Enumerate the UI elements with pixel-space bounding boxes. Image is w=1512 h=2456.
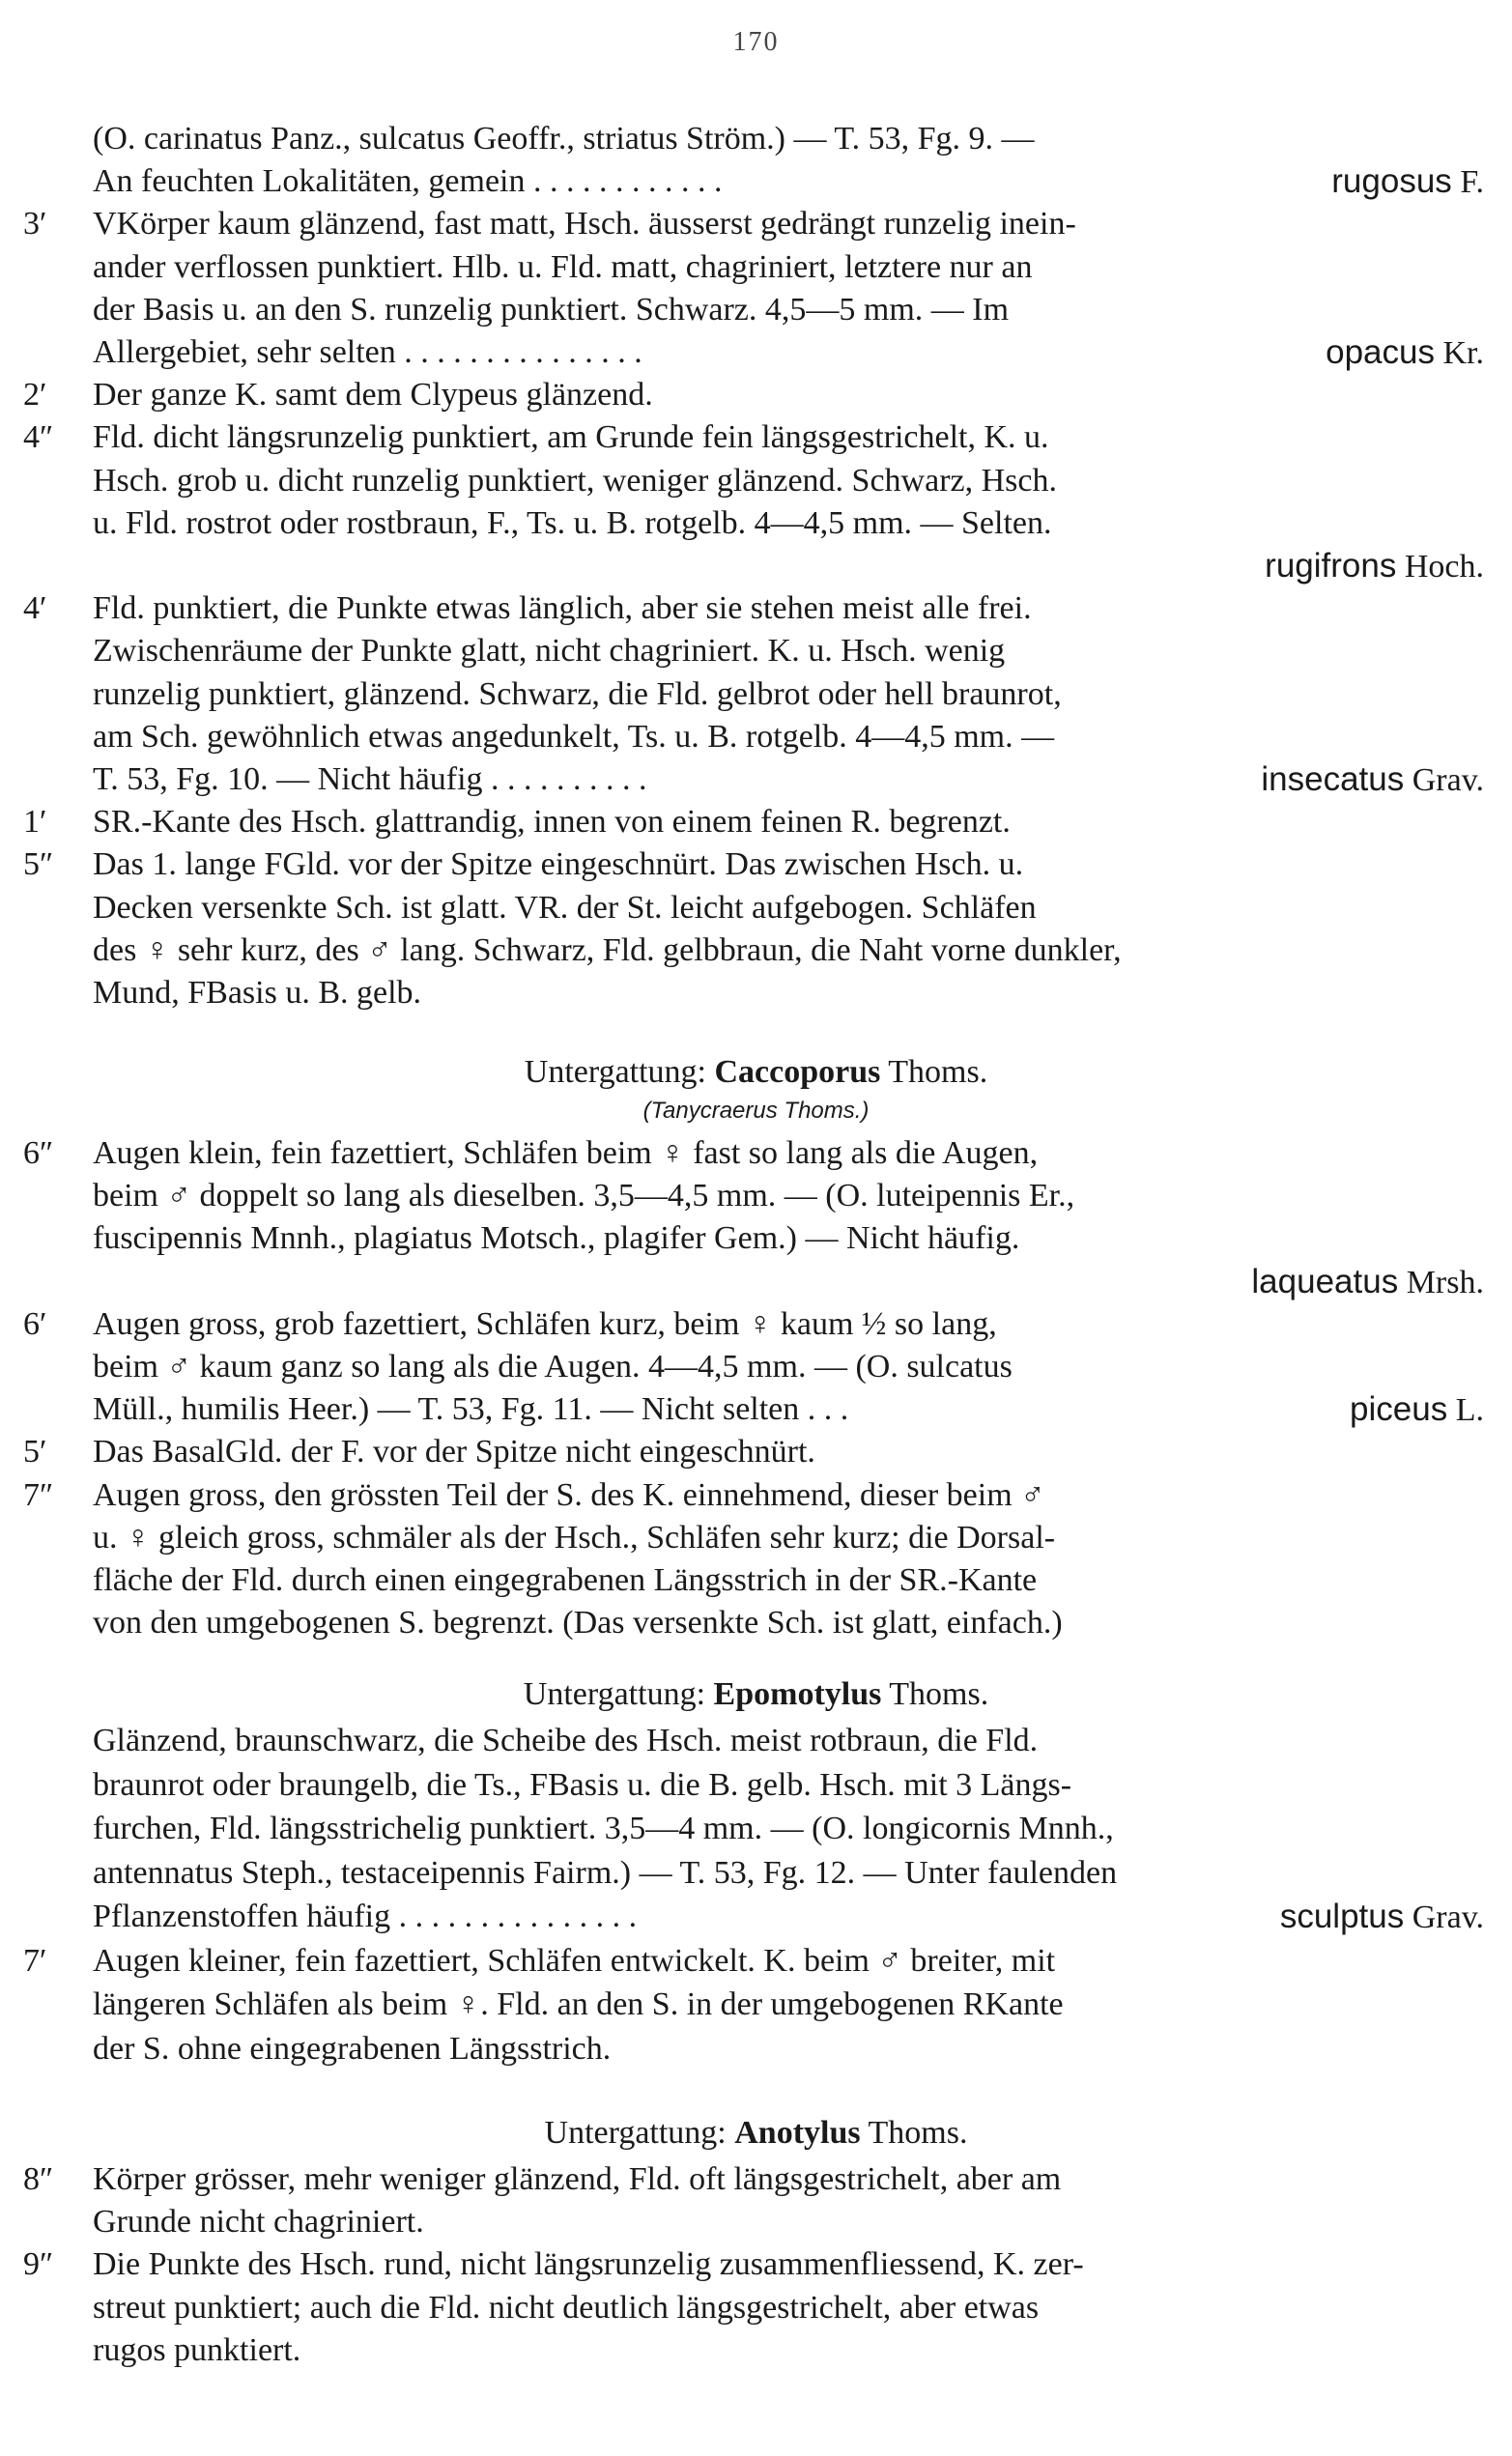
line-text: rugos punktiert. <box>93 2331 301 2368</box>
line-text: beim ♂ kaum ganz so lang als die Augen. 4—4,5 mm. — (O. sulcatus <box>93 1349 1013 1385</box>
species-name: rugifrons <box>1265 547 1397 585</box>
text-line <box>93 1984 1484 2026</box>
text-line <box>93 929 1484 972</box>
line-text: am Sch. gewöhnlich etwas angedunkelt, Ts. u. B. rotgelb. 4—4,5 mm. — <box>93 718 1055 755</box>
text-line <box>93 587 1484 630</box>
line-text: T. 53, Fg. 10. — Nicht häufig . . . . . . . . . . <box>93 761 647 797</box>
line-text: (O. carinatus Panz., sulcatus Geoffr., striatus Ström.) — T. 53, Fg. 9. — <box>93 121 1035 157</box>
subgenus-synonym: (Tanycraerus Thoms.) <box>642 1098 870 1124</box>
line-text: Körper grösser, mehr weniger glänzend, Fld. oft längsgestrichelt, aber am <box>93 2161 1062 2197</box>
line-text: längeren Schläfen als beim ♀. Fld. an den S. in der umgebogenen RKante <box>93 1986 1064 2022</box>
species-author: Grav. <box>1404 762 1484 798</box>
text-line <box>93 460 1484 502</box>
heading-author: Thoms. <box>888 1054 988 1090</box>
line-text: u. Fld. rostrot oder rostbraun, F., Ts. u. B. rotgelb. 4—4,5 mm. — Selten. <box>93 504 1052 541</box>
line-text: Hsch. grob u. dicht runzelig punktiert, weniger glänzend. Schwarz, Hsch. <box>93 462 1057 499</box>
text-line <box>93 1474 1484 1517</box>
subgenus-heading-epomotylus <box>0 1673 1512 1716</box>
line-text: Allergebiet, sehr selten . . . . . . . . . . . . . . . <box>93 334 642 370</box>
species-name: sculptus <box>1279 1898 1405 1935</box>
text-line <box>93 1431 1484 1473</box>
text-line <box>93 1852 1484 1895</box>
line-text: des ♀ sehr kurz, des ♂ lang. Schwarz, Fld. gelbbraun, die Naht vorne dunkler, <box>93 931 1122 968</box>
text-line <box>93 1764 1484 1807</box>
line-text: Zwischenräume der Punkte glatt, nicht chagriniert. K. u. Hsch. wenig <box>93 633 1006 670</box>
line-text: furchen, Fld. längsstrichelig punktiert. 3,5—4 mm. — (O. longicornis Mnnh., <box>93 1811 1114 1846</box>
species-name-with-author <box>1350 1388 1484 1432</box>
line-text: der Basis u. an den S. runzelig punktiert. Schwarz. 4,5—5 mm. — Im <box>93 291 1010 328</box>
key-couplet-number: 1′ <box>23 804 47 841</box>
text-line <box>93 972 1484 1014</box>
text-line <box>93 1720 1484 1762</box>
subgenus-heading-anotylus <box>0 2112 1512 2155</box>
heading-prefix: Untergattung: <box>544 2115 727 2151</box>
text-line <box>93 1602 1484 1644</box>
species-author: Kr. <box>1435 335 1484 371</box>
text-line <box>93 1940 1484 1983</box>
line-text: Das BasalGld. der F. vor der Spitze nicht eingeschnürt. <box>93 1434 815 1471</box>
line-text: fuscipennis Mnnh., plagiatus Motsch., plagifer Gem.) — Nicht häufig. <box>93 1220 1020 1257</box>
text-line <box>93 716 1484 758</box>
line-text: braunrot oder braungelb, die Ts., FBasis u. die B. gelb. Hsch. mit 3 Längs- <box>93 1766 1072 1803</box>
text-line <box>93 673 1484 716</box>
text-line <box>93 2201 1484 2243</box>
line-text: VKörper kaum glänzend, fast matt, Hsch. äusserst gedrängt runzelig inein- <box>93 206 1076 243</box>
line-text: runzelig punktiert, glänzend. Schwarz, die Fld. gelbrot oder hell braunrot, <box>93 675 1062 712</box>
text-line <box>93 1303 1484 1346</box>
heading-prefix: Untergattung: <box>524 1054 706 1090</box>
text-line <box>93 801 1484 843</box>
text-line <box>93 1346 1484 1388</box>
text-line <box>93 887 1484 929</box>
species-name-with-author <box>1251 1261 1484 1304</box>
line-text: Augen gross, den grössten Teil der S. des K. einnehmend, dieser beim ♂ <box>93 1476 1045 1513</box>
text-line <box>93 2028 1484 2070</box>
species-author: F. <box>1451 164 1484 201</box>
text-line <box>93 545 1484 587</box>
species-name: insecatus <box>1261 760 1405 798</box>
line-text: An feuchten Lokalitäten, gemein . . . . . . . . . . . . <box>93 163 723 200</box>
text-line <box>93 1517 1484 1559</box>
text-line <box>93 2287 1484 2329</box>
species-name: piceus <box>1350 1390 1448 1429</box>
line-text: antennatus Steph., testaceipennis Fairm.) — T. 53, Fg. 12. — Unter faulenden <box>93 1854 1118 1891</box>
text-line <box>93 246 1484 289</box>
heading-genus: Epomotylus <box>713 1676 882 1712</box>
key-couplet-number: 8″ <box>23 2161 54 2197</box>
heading-genus: Caccoporus <box>714 1054 881 1090</box>
key-couplet-number: 5″ <box>23 846 54 883</box>
key-couplet-number: 4″ <box>23 419 54 456</box>
species-author: Grav. <box>1404 1899 1484 1935</box>
line-text: beim ♂ doppelt so lang als dieselben. 3,5—4,5 mm. — (O. luteipennis Er., <box>93 1178 1075 1214</box>
text-line <box>93 1261 1484 1303</box>
text-line <box>93 416 1484 459</box>
text-line <box>93 203 1484 245</box>
species-name: opacus <box>1326 333 1435 371</box>
species-name: rugosus <box>1331 162 1452 201</box>
species-name-with-author <box>1326 331 1484 375</box>
line-text: SR.-Kante des Hsch. glattrandig, innen von einem feinen R. begrenzt. <box>93 804 1011 841</box>
species-name: laqueatus <box>1251 1262 1399 1300</box>
line-text: Augen klein, fein fazettiert, Schläfen beim ♀ fast so lang als die Augen, <box>93 1135 1039 1171</box>
text-line <box>93 331 1484 374</box>
text-line <box>93 1808 1484 1850</box>
key-couplet-number: 7″ <box>23 1476 54 1513</box>
text-line <box>93 758 1484 801</box>
key-couplet-number: 9″ <box>23 2246 54 2283</box>
heading-author: Thoms. <box>889 1676 989 1712</box>
line-text: ander verflossen punktiert. Hlb. u. Fld. matt, chagriniert, letztere nur an <box>93 248 1033 285</box>
line-text: Die Punkte des Hsch. rund, nicht längsrunzelig zusammenfliessend, K. zer- <box>93 2246 1084 2283</box>
species-name-with-author <box>1261 758 1484 802</box>
subgenus-heading-caccoporus <box>0 1051 1512 1094</box>
key-couplet-number: 4′ <box>23 590 47 627</box>
line-text: der S. ohne eingegrabenen Längsstrich. <box>93 2030 612 2067</box>
text-line <box>93 1217 1484 1260</box>
key-couplet-number: 6″ <box>23 1135 54 1171</box>
line-text: Augen gross, grob fazettiert, Schläfen kurz, beim ♀ kaum ½ so lang, <box>93 1305 997 1342</box>
text-line <box>93 1388 1484 1431</box>
key-couplet-number: 5′ <box>23 1434 47 1471</box>
line-text: Das 1. lange FGld. vor der Spitze eingeschnürt. Das zwischen Hsch. u. <box>93 846 1024 883</box>
line-text: Mund, FBasis u. B. gelb. <box>93 975 422 1011</box>
key-couplet-number: 6′ <box>23 1305 47 1342</box>
line-text: Grunde nicht chagriniert. <box>93 2204 424 2241</box>
species-author: Mrsh. <box>1398 1264 1484 1300</box>
text-line <box>93 843 1484 886</box>
key-couplet-number: 3′ <box>23 206 47 243</box>
line-text: Fld. punktiert, die Punkte etwas länglich, aber sie stehen meist alle frei. <box>93 590 1032 627</box>
species-author: L. <box>1447 1392 1484 1429</box>
text-line <box>93 1559 1484 1602</box>
line-text: u. ♀ gleich gross, schmäler als der Hsch., Schläfen sehr kurz; die Dorsal- <box>93 1519 1056 1556</box>
text-line <box>93 630 1484 672</box>
line-text: Pflanzenstoffen häufig . . . . . . . . . . . . . . . <box>93 1899 638 1934</box>
species-name-with-author <box>1331 160 1484 204</box>
text-line <box>93 160 1484 203</box>
text-line <box>93 118 1484 160</box>
key-couplet-number: 7′ <box>23 1942 47 1979</box>
line-text: Decken versenkte Sch. ist glatt. VR. der St. leicht aufgebogen. Schläfen <box>93 889 1037 926</box>
text-line <box>93 374 1484 416</box>
line-text: fläche der Fld. durch einen eingegrabenen Längsstrich in der SR.-Kante <box>93 1562 1038 1598</box>
line-text: von den umgebogenen S. begrenzt. (Das versenkte Sch. ist glatt, einfach.) <box>93 1605 1063 1642</box>
text-line <box>93 2158 1484 2201</box>
line-text: Fld. dicht längsrunzelig punktiert, am Grunde fein längsgestrichelt, K. u. <box>93 419 1049 456</box>
line-text: streut punktiert; auch die Fld. nicht deutlich längsgestrichelt, aber etwas <box>93 2289 1040 2326</box>
line-text: Der ganze K. samt dem Clypeus glänzend. <box>93 377 653 414</box>
text-line <box>93 2243 1484 2286</box>
key-couplet-number: 2′ <box>23 377 47 414</box>
heading-author: Thoms. <box>868 2115 968 2151</box>
text-line <box>93 1175 1484 1217</box>
species-author: Hoch. <box>1396 549 1484 585</box>
line-text: Augen kleiner, fein fazettiert, Schläfen entwickelt. K. beim ♂ breiter, mit <box>93 1942 1056 1979</box>
line-text: Müll., humilis Heer.) — T. 53, Fg. 11. — Nicht selten . . . <box>93 1391 849 1428</box>
page-number: 170 <box>732 27 780 57</box>
text-line <box>93 2329 1484 2372</box>
text-line <box>93 502 1484 545</box>
text-line <box>93 1132 1484 1175</box>
line-text: Glänzend, braunschwarz, die Scheibe des Hsch. meist rotbraun, die Fld. <box>93 1723 1039 1758</box>
text-line <box>93 289 1484 331</box>
heading-prefix: Untergattung: <box>523 1676 706 1712</box>
text-line <box>93 1896 1484 1938</box>
species-name-with-author <box>1280 1896 1484 1939</box>
heading-genus: Anotylus <box>734 2115 861 2151</box>
species-name-with-author <box>1265 545 1484 588</box>
